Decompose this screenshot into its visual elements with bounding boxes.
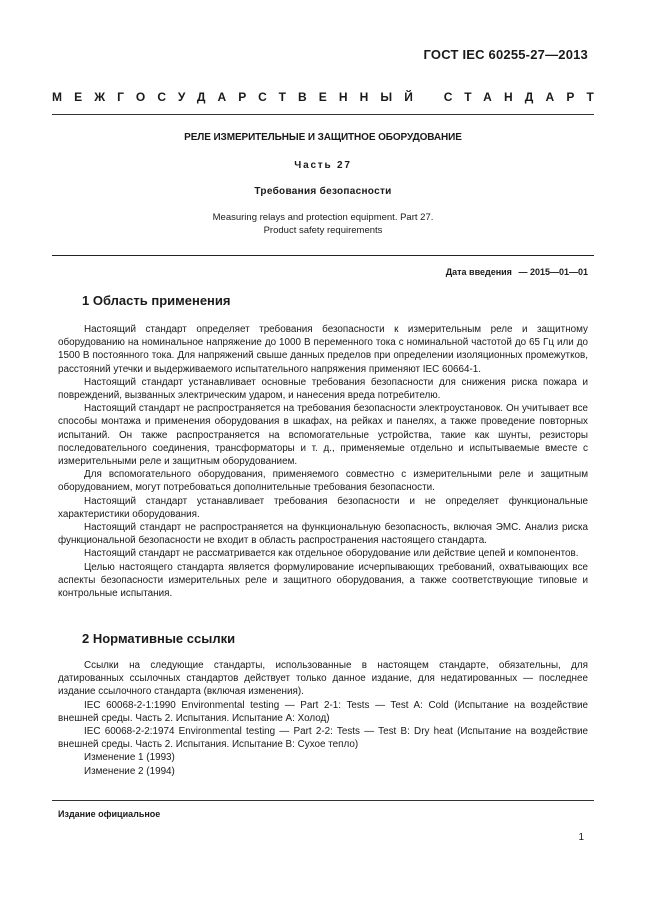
part-label: Часть 27 — [294, 160, 352, 171]
section-body-normative-references — [58, 659, 588, 778]
reference-item: IEC 60068-2-2:1974 Environmental testing — Part 2-2: Tests — Test B: Dry heat (Испытание на воздействие внешней среды. Часть 2. Испытания. Испытание В: Сухое тепло) — [58, 726, 588, 751]
paragraph: Настоящий стандарт не рассматривается как отдельное оборудование или действие цепей и компонентов. — [84, 548, 579, 560]
section-heading-scope: 1 Область применения — [82, 293, 231, 308]
top-divider — [52, 114, 594, 115]
introduction-date-value: — 2015—01—01 — [518, 267, 588, 277]
document-title: РЕЛЕ ИЗМЕРИТЕЛЬНЫЕ И ЗАЩИТНОЕ ОБОРУДОВАНИЕ — [184, 132, 462, 143]
title-divider — [52, 255, 594, 256]
english-title-line2: Product safety requirements — [263, 225, 383, 236]
interstate-standard-banner — [52, 90, 606, 104]
footer-divider — [52, 800, 594, 801]
official-edition-label: Издание официальное — [58, 809, 161, 819]
section-heading-normative-references: 2 Нормативные ссылки — [82, 631, 236, 646]
amendment-item: Изменение 2 (1994) — [84, 765, 175, 777]
english-title-line1: Measuring relays and protection equipment. Part 27. — [212, 212, 434, 223]
paragraph: Настоящий стандарт устанавливает требования безопасности и не определяет функциональные характеристики оборудования. — [58, 495, 588, 520]
document-subtitle: Требования безопасности — [254, 186, 392, 197]
paragraph: Настоящий стандарт определяет требования безопасности к измерительным реле и защитному оборудованию на номинальное напряжение до 1000 В переменного тока с номинальной частотой до 65 Гц или до 1500 В постоянного тока. Для напряжений свыше данных пределов при определении изоляционных промежутков, расстояний утечки и выдерживаемого испытательного напряжения применяют IEC 60664-1. — [58, 324, 588, 375]
paragraph: Целью настоящего стандарта является формулирование исчерпывающих требований, охватывающих все аспекты безопасности измерительных реле и защитного оборудования, а также соответствующие типовые и контрольные испытания. — [58, 561, 588, 600]
amendment-item: Изменение 1 (1993) — [84, 752, 175, 764]
interstate-word: МЕЖГОСУДАРСТВЕННЫЙ — [52, 90, 425, 104]
paragraph: Настоящий стандарт устанавливает основные требования безопасности для снижения риска пожара и повреждений, вызванных электрическим ударом, и нанесения вреда потребителю. — [58, 376, 588, 402]
section-body-scope — [58, 323, 588, 600]
paragraph: Ссылки на следующие стандарты, использованные в настоящем стандарте, обязательны, для датированных ссылочных стандартов действует только данное издание, для недатированных — последнее издание ссылочного стандарта (включая изменения). — [58, 660, 588, 698]
paragraph: Настоящий стандарт не распространяется на функциональную безопасность, включая ЭМС. Анализ риска функциональной безопасности не входит в область распространения настоящего стандарта. — [58, 522, 588, 547]
document-code: ГОСТ IEC 60255-27—2013 — [423, 47, 588, 62]
reference-item: IEC 60068-2-1:1990 Environmental testing — Part 2-1: Tests — Test A: Cold (Испытание на воздействие внешней среды. Часть 2. Испытания. Испытание А: Холод) — [58, 699, 588, 724]
introduction-date — [446, 267, 588, 277]
paragraph: Для вспомогательного оборудования, применяемого совместно с измерительными реле и защитным оборудованием, могут потребоваться дополнительные требования безопасности. — [58, 469, 588, 494]
introduction-date-label: Дата введения — [445, 267, 512, 277]
page-number: 1 — [578, 832, 584, 843]
paragraph: Настоящий стандарт не распространяется на требования безопасности электроустановок. Он учитывает все способы монтажа и применения оборудования в шкафах, на рейках и панелях, а также проведение повторных испытаний. Он также распространяется на вспомогательные устройства, такие как шунты, резисторы последовательного соединения, трансформаторы и т. д., применяемые отдельно и испытываемые вместе с измерительными реле и защитным оборудованием. — [58, 403, 588, 468]
standard-word: СТАНДАРТ — [443, 90, 606, 104]
english-title — [52, 211, 594, 237]
